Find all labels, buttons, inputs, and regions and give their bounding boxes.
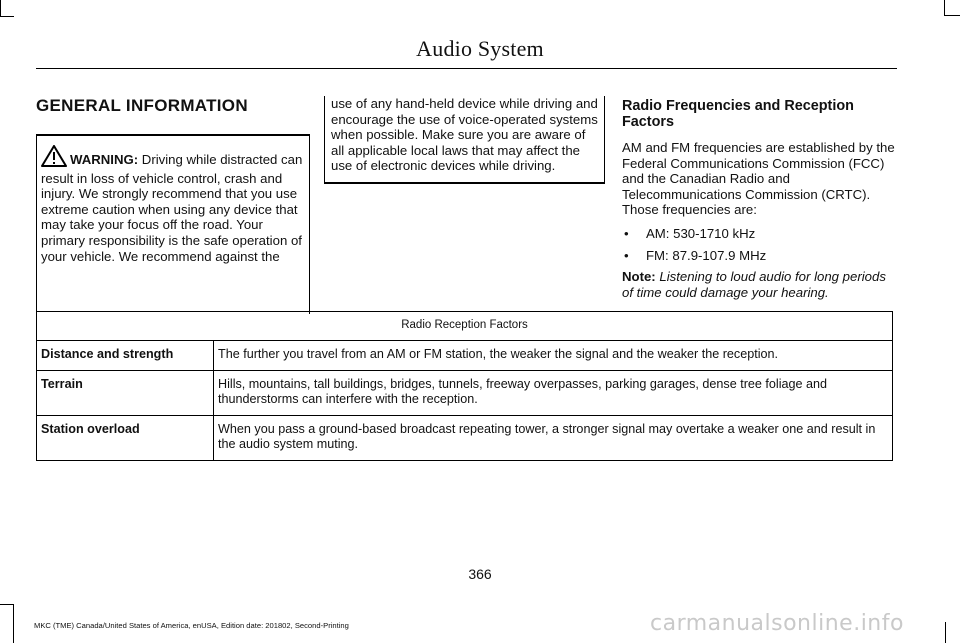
warning-text-continued: use of any hand-held device while driving and encourage the use of voice-operated systems when possible. Make sure you are aware of all applicable local laws that may affect the use of electronic devices while driving. [331, 96, 598, 174]
table-header-row [37, 312, 893, 341]
warning-box-continued [324, 96, 605, 184]
crop-mark [944, 15, 960, 16]
table-row [37, 416, 893, 461]
crop-mark [0, 604, 13, 605]
table-title: Radio Reception Factors [37, 312, 893, 341]
crop-mark [0, 16, 14, 17]
crop-mark [944, 0, 945, 15]
table-cell-factor: Terrain [37, 371, 214, 416]
table-cell-description: Hills, mountains, tall buildings, bridges, tunnels, freeway overpasses, parking garages, dense tree foliage and thunderstorms can interfere with the reception. [214, 371, 893, 416]
crop-mark [945, 622, 946, 643]
crop-mark [0, 0, 1, 16]
table-cell-factor: Distance and strength [37, 341, 214, 371]
warning-label: WARNING: [70, 152, 139, 167]
note [622, 269, 897, 300]
crop-mark [13, 604, 14, 643]
list-item: • AM: 530-1710 kHz [622, 226, 897, 242]
frequency-list [622, 226, 897, 263]
warning-triangle-icon [41, 145, 67, 171]
header-rule [36, 68, 897, 69]
footer-edition-text: MKC (TME) Canada/United States of America, enUSA, Edition date: 201802, Second-Printing [34, 621, 349, 630]
warning-text: Driving while distracted can result in loss of vehicle control, crash and injury. We strongly recommend that you use extreme caution when using any device that may take your focus off the road. Your primary responsibility is the safe operation of your vehicle. We recommend against the [41, 152, 303, 264]
column-warning-continued [324, 96, 605, 184]
column-general-information [36, 96, 310, 264]
watermark: carmanualsonline.info [650, 611, 904, 636]
subsection-heading: Radio Frequencies and Reception Factors [622, 98, 854, 130]
frequencies-intro: AM and FM frequencies are established by the Federal Communications Commission (FCC) and the Canadian Radio and Telecommunications Commission (CRTC). Those frequencies are: [622, 140, 895, 218]
table-cell-description: The further you travel from an AM or FM station, the weaker the signal and the weaker the reception. [214, 341, 893, 371]
warning-box [36, 134, 310, 314]
list-item: • FM: 87.9-107.9 MHz [622, 248, 897, 264]
page-header-title: Audio System [416, 36, 544, 61]
column-radio-frequencies [622, 96, 897, 308]
table-cell-description: When you pass a ground-based broadcast repeating tower, a stronger signal may overtake a weaker one and result in the audio system muting. [214, 416, 893, 461]
note-text: Listening to loud audio for long periods of time could damage your hearing. [622, 269, 886, 300]
section-heading: GENERAL INFORMATION [36, 96, 248, 115]
table-row [37, 371, 893, 416]
page-number: 366 [468, 566, 492, 582]
note-label: Note: [622, 269, 656, 285]
table-cell-factor: Station overload [37, 416, 214, 461]
table-row [37, 341, 893, 371]
radio-reception-factors-table [36, 311, 893, 461]
